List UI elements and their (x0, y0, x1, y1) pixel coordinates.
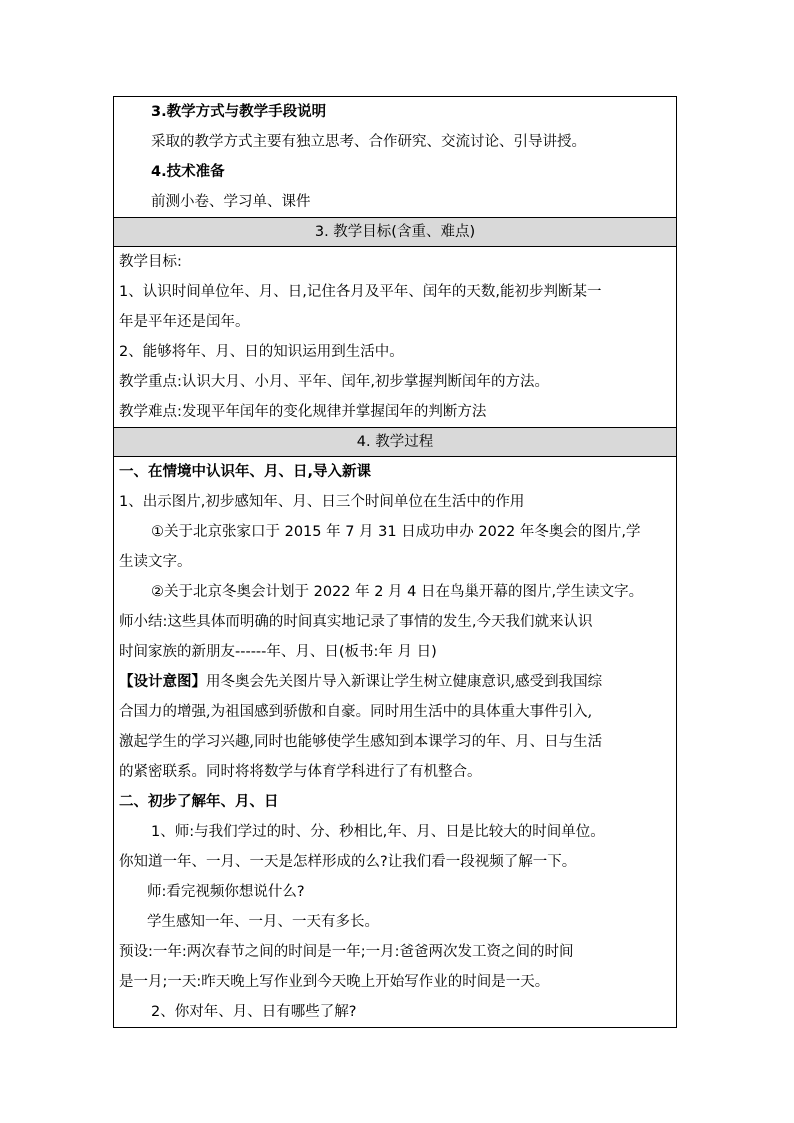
picture-1-line-1: ①关于北京张家口于 2015 年 7 月 31 日成功申办 2022 年冬奥会的图片,学 (151, 524, 641, 540)
process-header: 4. 教学过程 (114, 428, 676, 457)
methods-text: 采取的教学方式主要有独立思考、合作研究、交流讨论、引导讲授。 (151, 134, 586, 150)
teacher-question: 师:看完视频你想说什么? (147, 884, 305, 900)
design-intent-line-1 (119, 667, 672, 697)
picture-2: ②关于北京冬奥会计划于 2022 年 2 月 4 日在鸟巢开幕的图片,学生读文字。 (151, 584, 644, 600)
preset-line-1: 预设:一年:两次春节之间的时间是一年;一月:爸爸两次发工资之间的时间 (119, 944, 574, 960)
picture-1-line-2: 生读文字。 (119, 554, 192, 570)
step-1: 1、出示图片,初步感知年、月、日三个时间单位在生活中的作用 (119, 494, 525, 510)
goals-section (114, 218, 676, 428)
methods-heading: 3.教学方式与教学手段说明 (151, 104, 327, 120)
process-section (114, 428, 676, 1027)
question-2: 2、你对年、月、日有哪些了解? (151, 1004, 357, 1020)
lesson-plan-table (113, 96, 677, 1028)
teacher-line-1: 1、师:与我们学过的时、分、秒相比,年、月、日是比较大的时间单位。 (151, 824, 605, 840)
design-intent (119, 667, 672, 787)
goals-header: 3. 教学目标(含重、难点) (114, 218, 676, 247)
design-intent-line-2: 合国力的增强,为祖国感到骄傲和自豪。同时用生活中的具体重大事件引入, (119, 704, 593, 720)
goals-label: 教学目标: (119, 254, 182, 270)
teacher-line-2: 你知道一年、一月、一天是怎样形成的么?让我们看一段视频了解一下。 (119, 854, 577, 870)
preset-line-2: 是一月;一天:昨天晚上写作业到今天晚上开始写作业的时间是一天。 (119, 974, 550, 990)
design-intent-tag: 【设计意图】 (119, 673, 206, 690)
part-1-title: 一、在情境中认识年、月、日,导入新课 (119, 464, 372, 480)
tech-heading: 4.技术准备 (151, 164, 225, 180)
key-point: 教学重点:认识大月、小月、平年、闰年,初步掌握判断闰年的方法。 (119, 374, 549, 390)
goal-1-line-1: 1、认识时间单位年、月、日,记住各月及平年、闰年的天数,能初步判断某一 (119, 284, 602, 300)
difficulty: 教学难点:发现平年闰年的变化规律并掌握闰年的判断方法 (119, 404, 487, 420)
student-response: 学生感知一年、一月、一天有多长。 (147, 914, 379, 930)
design-intent-text: 用冬奥会先关图片导入新课让学生树立健康意识,感受到我国综 (206, 674, 603, 690)
summary-line-1: 师小结:这些具体而明确的时间真实地记录了事情的发生,今天我们就来认识 (119, 614, 593, 630)
goal-1-line-2: 年是平年还是闰年。 (119, 314, 250, 330)
design-intent-line-4: 的紧密联系。同时将将数学与体育学科进行了有机整合。 (119, 764, 482, 780)
part-2-title: 二、初步了解年、月、日 (119, 794, 279, 810)
methods-section (114, 97, 676, 218)
summary-line-2: 时间家族的新朋友------年、月、日(板书:年 月 日) (119, 644, 437, 660)
design-intent-line-3: 激起学生的学习兴趣,同时也能够使学生感知到本课学习的年、月、日与生活 (119, 734, 603, 750)
tech-text: 前测小卷、学习单、课件 (151, 194, 311, 210)
goal-2: 2、能够将年、月、日的知识运用到生活中。 (119, 344, 404, 360)
